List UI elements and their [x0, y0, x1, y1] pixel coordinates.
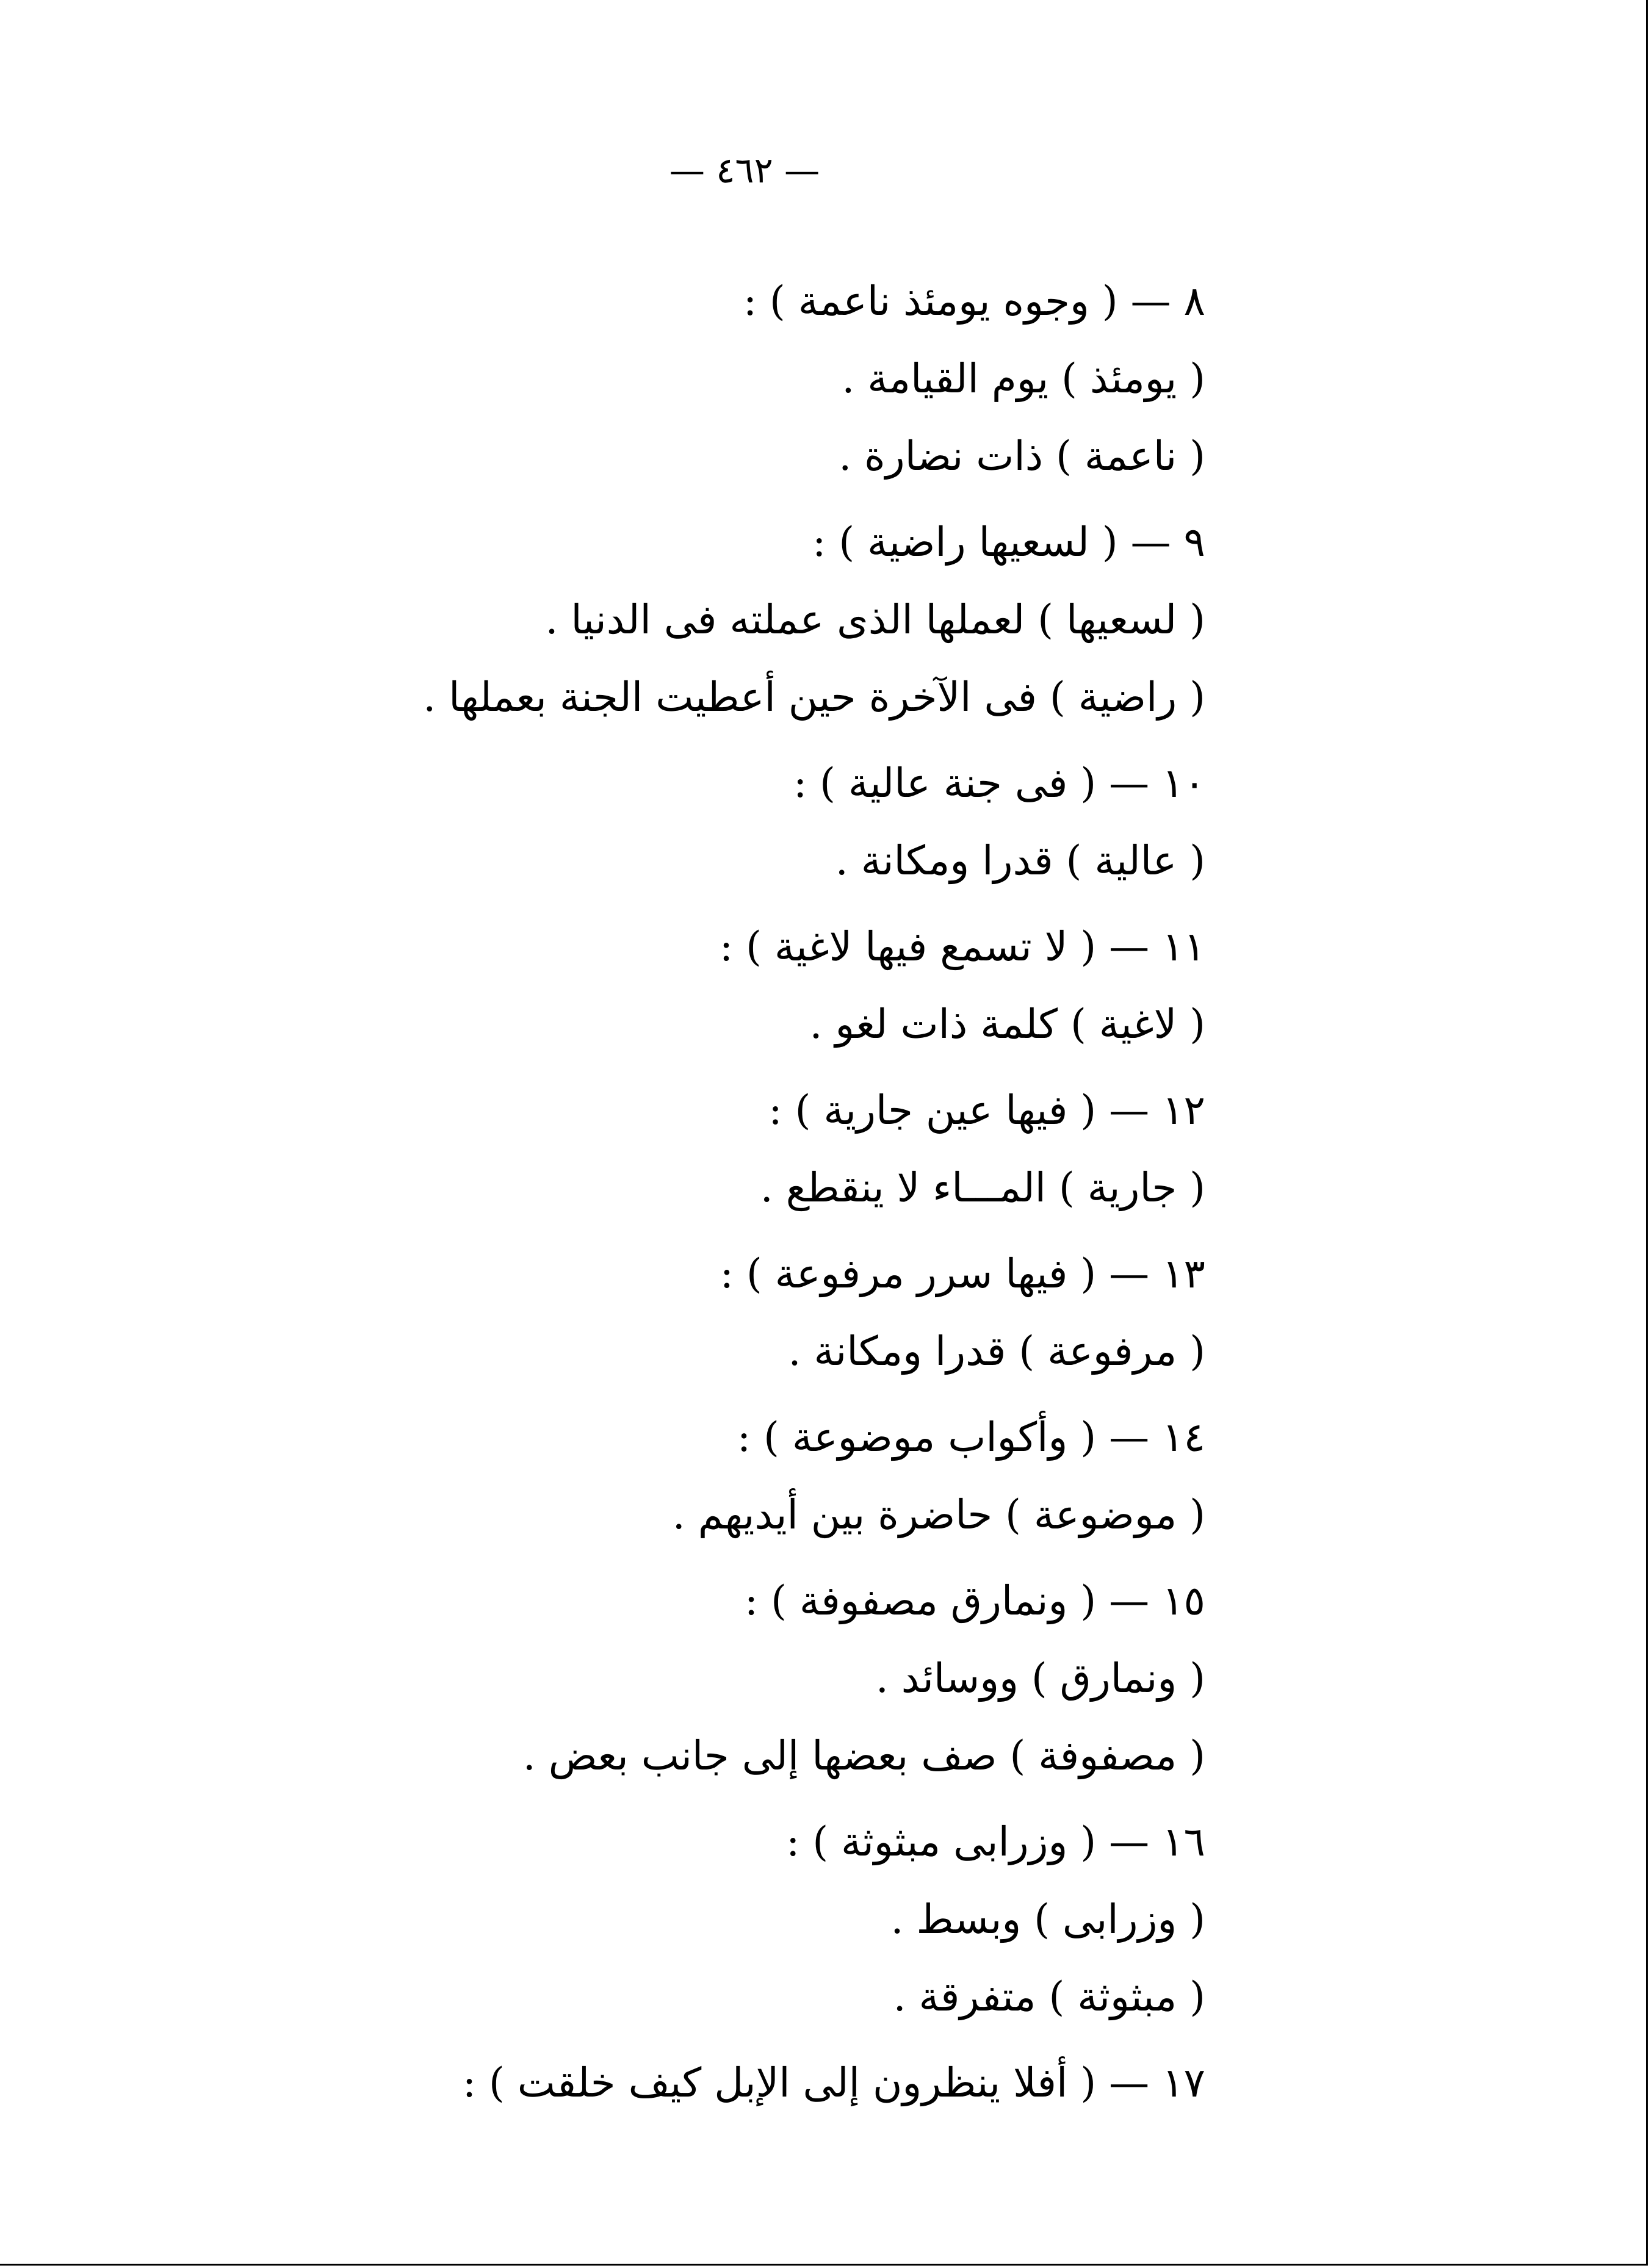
- gloss-line: ( جارية ) المـــاء لا ينقطع .: [760, 1164, 1205, 1211]
- verse-heading: ١٢ — ( فيها عين جارية ) :: [768, 1087, 1205, 1134]
- gloss-line: ( ونمارق ) ووسائد .: [875, 1655, 1205, 1702]
- page-number: — ٤٦٢ —: [669, 149, 820, 191]
- gloss-line: ( لاغية ) كلمة ذات لغو .: [809, 1001, 1205, 1048]
- verse-heading: ١٤ — ( وأكواب موضوعة ) :: [737, 1414, 1205, 1461]
- gloss-line: ( مرفوعة ) قدرا ومكانة .: [788, 1328, 1205, 1375]
- gloss-line: ( مصفوفة ) صف بعضها إلى جانب بعض .: [522, 1732, 1205, 1779]
- verse-heading: ١٣ — ( فيها سرر مرفوعة ) :: [720, 1250, 1205, 1297]
- gloss-line: ( وزرابى ) وبسط .: [890, 1896, 1205, 1943]
- gloss-line: ( راضية ) فى الآخرة حين أعطيت الجنة بعملها .: [423, 674, 1205, 721]
- verse-heading: ١١ — ( لا تسمع فيها لاغية ) :: [719, 923, 1205, 970]
- verse-heading: ٩ — ( لسعيها راضية ) :: [812, 519, 1205, 566]
- verse-heading: ٨ — ( وجوه يومئذ ناعمة ) :: [743, 278, 1205, 325]
- verse-heading: ١٠ — ( فى جنة عالية ) :: [793, 760, 1205, 807]
- verse-heading: ١٥ — ( ونمارق مصفوفة ) :: [744, 1577, 1205, 1624]
- gloss-line: ( لسعيها ) لعملها الذى عملته فى الدنيا .: [545, 596, 1205, 643]
- gloss-line: ( مبثوثة ) متفرقة .: [893, 1973, 1205, 2020]
- gloss-line: ( ناعمة ) ذات نضارة .: [839, 433, 1205, 480]
- verse-heading: ١٦ — ( وزرابى مبثوثة ) :: [786, 1818, 1205, 1865]
- verse-heading: ١٧ — ( أفلا ينظرون إلى الإبل كيف خلقت ) :: [462, 2059, 1205, 2106]
- page-content: [351, 262, 1205, 2122]
- gloss-line: ( يومئذ ) يوم القيامة .: [842, 355, 1205, 402]
- gloss-line: ( عالية ) قدرا ومكانة .: [835, 837, 1205, 884]
- gloss-line: ( موضوعة ) حاضرة بين أيديهم .: [672, 1491, 1205, 1538]
